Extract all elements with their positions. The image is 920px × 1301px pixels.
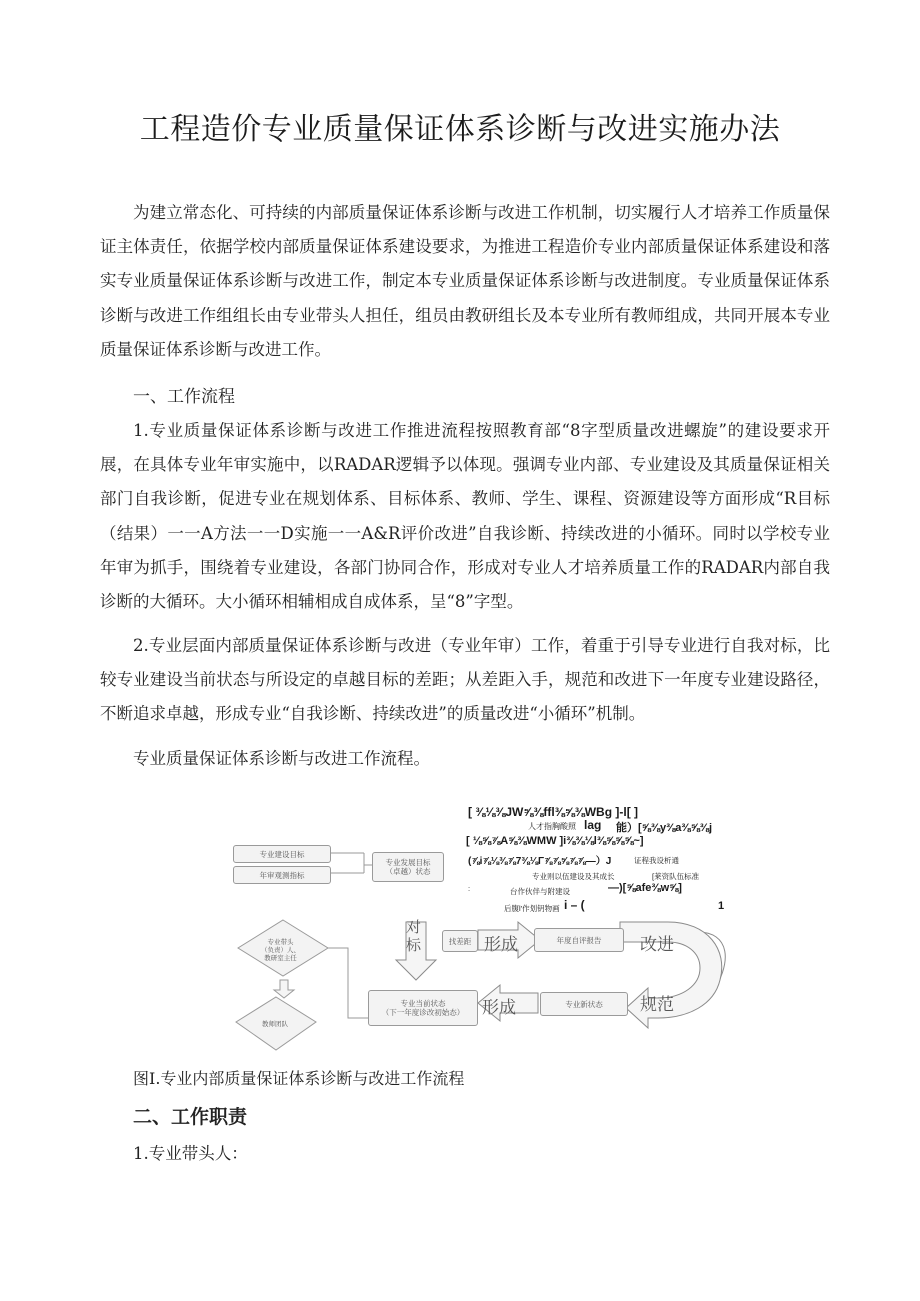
leader-label: 专业带头 （负责）人、 教研室主任 <box>261 939 300 962</box>
ocr-line-6a: : <box>468 884 471 893</box>
page-title: 工程造价专业质量保证体系诊断与改进实施办法 <box>139 112 781 147</box>
box-new-state: 专业新状态 <box>540 992 628 1016</box>
ocr-line-4a: (⅞i⅞⅛⅜⅞7⅜⅛Γ⅞⅞⅝⅞⅞—）J <box>468 856 612 867</box>
paragraph-2: 2.专业层面内部质量保证体系诊断与改进（专业年审）工作，着重于引导专业进行自我对标，比较专业建设当前状态与所设定的卓越目标的差距；从差距入手，规范和改进下一年度专业建设路径，不断追求卓越，形成专业“自我诊断、持续改进”的质量改进“小循环”机制。 <box>100 636 830 724</box>
intro-paragraph: 为建立常态化、可持续的内部质量保证体系诊断与改进工作机制，切实履行人才培养工作质量保证主体责任，依据学校内部质量保证体系建设要求，为推进工程造价专业内部质量保证体系建设和落实专业质量保证体系诊断与改进工作，制定本专业质量保证体系诊断与改进制度。专业质量保证体系诊断与改进工作组组长由专业带头人担任，组员由教研组长及本专业所有教师组成，共同开展本专业质量保证体系诊断与改进工作。 <box>100 203 830 359</box>
ocr-line-6c: —)[⅝afe⅜w⅝] <box>608 882 682 894</box>
label-form-bottom: 形成 <box>482 998 516 1018</box>
label-standardize: 规范 <box>640 995 674 1015</box>
ocr-line-2a: 人才指胸酸照 <box>528 822 576 831</box>
ocr-line-3: [ ⅛⅝⅞A⅝⅜WMW ]i⅜⅜⅛l⅜⅝⅝⅝~] <box>466 835 644 847</box>
section-heading-workflow: 一、工作流程 <box>133 387 235 407</box>
ocr-line-7c: 1 <box>718 900 725 912</box>
box-development-goal: 专业发展目标 （卓越）状态 <box>372 852 444 882</box>
paragraph-1: 1.专业质量保证体系诊断与改进工作推进流程按照教育部“8字型质量改进螺旋”的建设要求开展，在具体专业年审实施中，以RADAR逻辑予以体现。强调专业内部、专业建设及其质量保证相关部门自我诊断，促进专业在规划体系、目标体系、教师、学生、课程、资源建设等方面形成“R目标（结果）一一A方法一一D实施一一A&R评价改进”自我诊断、持续改进的小循环。同时以学校专业年审为抓手，围绕着专业建设，各部门协同合作，形成对专业人才培养质量工作的RADAR内部自我诊断的大循环。大小循环相辅相成自成体系，呈“8”字型。 <box>100 421 830 612</box>
duty-item-1: 1.专业带头人： <box>133 1144 248 1163</box>
label-improve: 改进 <box>640 935 674 955</box>
section-heading-duties: 二、工作职责 <box>133 1106 248 1128</box>
ocr-line-2c: 能）[⅝⅜y⅜a⅜⅝⅜j <box>616 822 712 834</box>
paragraph-3: 专业质量保证体系诊断与改进工作流程。 <box>133 749 430 768</box>
box-find-gap: 找差距 <box>442 930 478 952</box>
box-review-indicators: 年审观测指标 <box>233 866 331 884</box>
ocr-line-5b: [莱资队伍标准 <box>652 872 700 881</box>
ocr-line-7b: i – ( <box>564 898 585 912</box>
label-benchmark: 对 标 <box>406 918 422 954</box>
box-construction-goal: 专业建设目标 <box>233 845 331 863</box>
ocr-line-6b: 台作伙伴与附建设 <box>510 887 570 896</box>
figure-caption: 图I.专业内部质量保证体系诊断与改进工作流程 <box>133 1069 465 1088</box>
label-form-top: 形成 <box>484 935 518 955</box>
ocr-line-2b: lag <box>584 818 602 832</box>
box-current-state: 专业当前状态 （下一年度诊改初始态） <box>368 990 478 1026</box>
workflow-figure <box>228 800 788 1060</box>
ocr-line-4b: 证程我设析通 <box>634 856 679 865</box>
team-label: 教师团队 <box>262 1021 288 1028</box>
ocr-line-7a: 后腹l'作划钥物画 <box>504 904 560 913</box>
ocr-line-1: [ ⅜⅛⅜JW⅝⅜ffl⅜⅝⅜WBg ]-l[ ] <box>468 805 639 819</box>
box-annual-report: 年度自评报告 <box>534 928 624 952</box>
ocr-line-5a: 专业则以伍建设及其成长 <box>532 872 615 881</box>
